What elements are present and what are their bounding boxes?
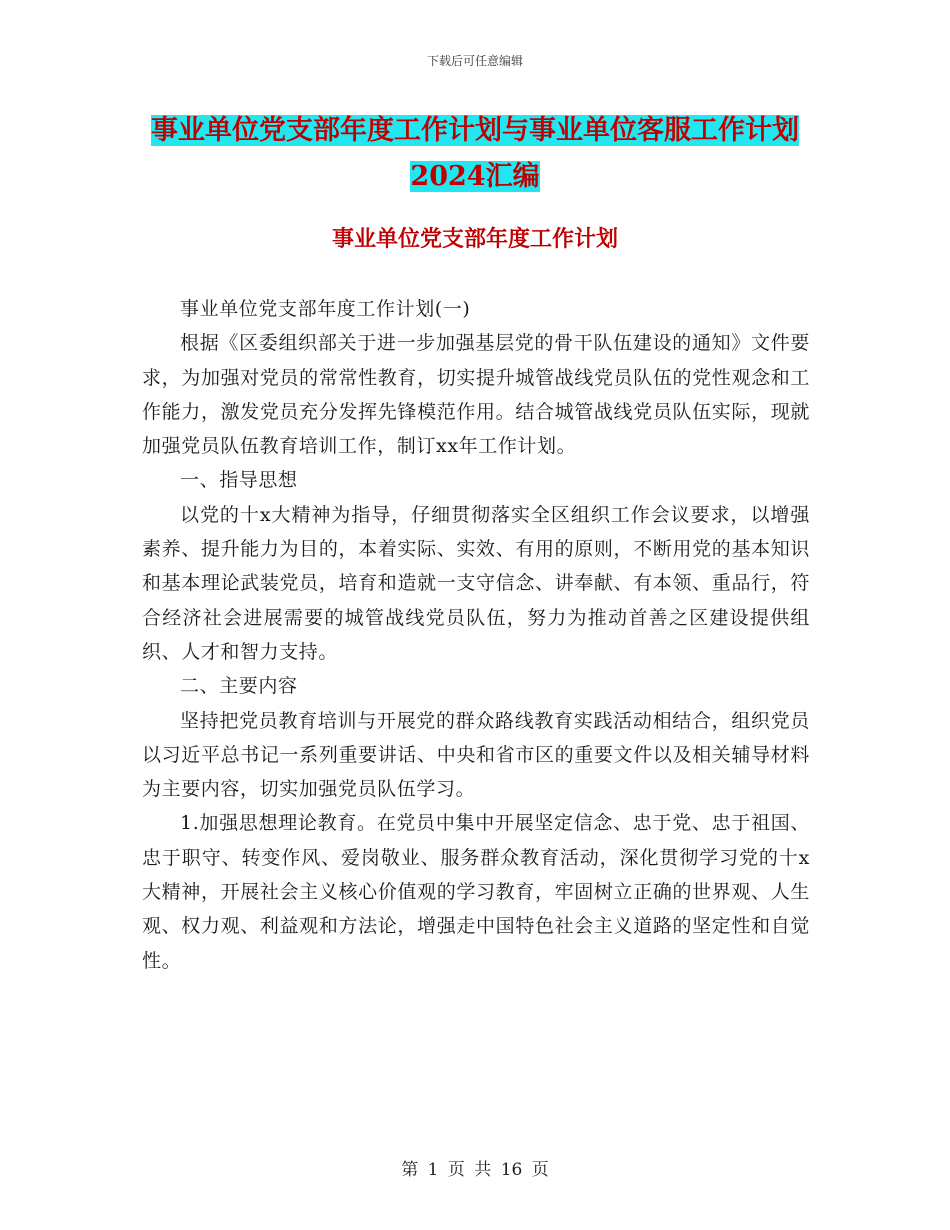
- header-note: 下载后可任意编辑: [426, 54, 523, 68]
- paragraph-intro: 根据《区委组织部关于进一步加强基层党的骨干队伍建设的通知》文件要求，为加强对党员的常常性教育，切实提升城管战线党员队伍的党性观念和工作能力，激发党员充分发挥先锋模范作用。结合城管战线党员队伍实际，现就加强党员队伍教育培训工作，制订xx年工作计划。: [142, 332, 810, 458]
- section-title: 事业单位党支部年度工作计划: [331, 226, 618, 252]
- paragraph-subtitle: 事业单位党支部年度工作计划(一): [180, 298, 471, 320]
- document-body: [142, 292, 810, 978]
- paragraph-main-content: 坚持把党员教育培训与开展党的群众路线教育实践活动相结合，组织党员以习近平总书记一系列重要讲话、中央和省市区的重要文件以及相关辅导材料为主要内容，切实加强党员队伍学习。: [142, 709, 810, 801]
- heading-guiding-ideology: 一、指导思想: [180, 469, 298, 492]
- paragraph-guiding-ideology: 以党的十x大精神为指导，仔细贯彻落实全区组织工作会议要求，以增强素养、提升能力为目的，本着实际、实效、有用的原则，不断用党的基本知识和基本理论武装党员，培育和造就一支守信念、讲奉献、有本领、重品行，符合经济社会进展需要的城管战线党员队伍，努力为推动首善之区建设提供组织、人才和智力支持。: [142, 503, 810, 663]
- document-title-text: 事业单位党支部年度工作计划与事业单位客服工作计划2024汇编: [151, 115, 799, 192]
- paragraph-theory-education: 1.加强思想理论教育。在党员中集中开展坚定信念、忠于党、忠于祖国、忠于职守、转变作风、爱岗敬业、服务群众教育活动，深化贯彻学习党的十x大精神，开展社会主义核心价值观的学习教育，牢固树立正确的世界观、人生观、权力观、利益观和方法论，增强走中国特色社会主义道路的坚定性和自觉性。: [142, 812, 810, 972]
- page-footer: 第 1 页 共 16 页: [401, 1160, 549, 1180]
- heading-main-content: 二、主要内容: [180, 675, 298, 698]
- document-title: [150, 108, 800, 200]
